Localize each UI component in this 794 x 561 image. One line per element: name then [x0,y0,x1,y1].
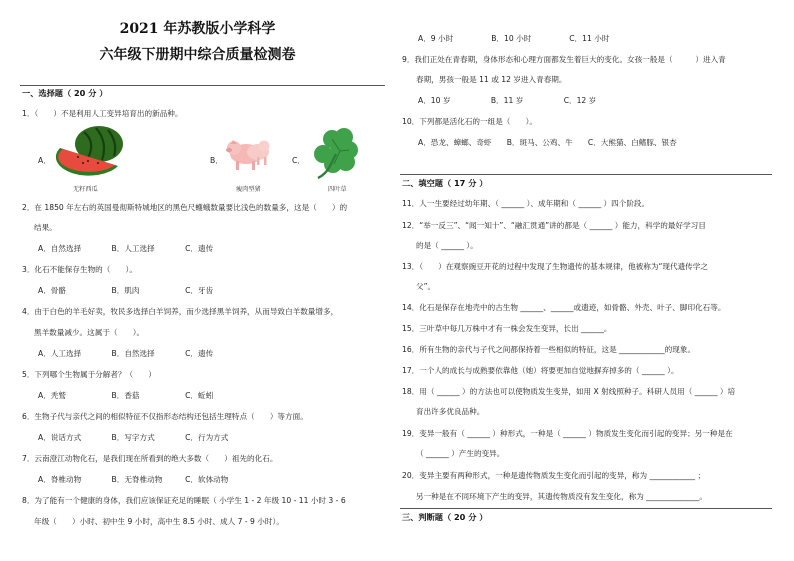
question-11: 11．人一生要经过幼年期、（ ______ ）、成年期和（ ______ ）四个阶段。 [402,199,650,208]
question-13-line1: 13．（ ）在观察豌豆开花的过程中发现了生物遗传的基本规律，他被称为“现代遗传学之 [402,262,708,271]
question-1: 1．（ ）不是利用人工变异培育出的新品种。 [22,109,183,118]
clover-icon [312,124,368,180]
q1-option-c-label: C． [292,156,305,165]
piglets-icon [224,126,272,178]
question-18-line2: 育出许多优良品种。 [416,407,485,416]
q1-caption-a: 无籽西瓜 [73,186,98,193]
question-19-line1: 19．变异一般有（ ______ ）种形式，一种是（ ______ ）物质发生变化而引起的变异；另一种是在 [402,429,733,438]
question-20-line2: 另一种是在不同环境下产生的变异，其遗传物质没有发生变化，称为 ______________。 [416,492,707,501]
question-16: 16．所有生物的亲代与子代之间都保持着一些相似的特征，这是 ____________的现象。 [402,345,696,354]
question-4-options: A．人工选择 B．自然选择 C．遗传 [38,349,214,358]
section-heading-judge: 三、判断题（ 20 分 ） [402,512,488,522]
section-divider [20,85,385,86]
question-5: 5．下列哪个生物属于分解者？（ ） [22,370,156,379]
section-heading-choice: 一、选择题（ 20 分 ） [22,88,108,98]
question-3: 3．化石不能保存生物的（ ）。 [22,265,137,274]
question-19-line2: （ ______ ）产生的变异。 [416,449,505,458]
question-2-options: A．自然选择 B．人工选择 C．遗传 [38,244,214,253]
question-4-line1: 4．由于白色的羊毛好卖，牧民多选择白羊饲养，而少选择黑羊饲养，从而导致白羊数量增多， [22,307,339,316]
question-7-options: A．脊椎动物 B．无脊椎动物 C．软体动物 [38,475,229,484]
question-12-line2: 的是（ ______ ）。 [416,241,478,250]
question-7: 7．云南澄江动物化石，是我们现在所看到的绝大多数（ ）祖先的化石。 [22,454,278,463]
q1-caption-c: 四叶草 [328,186,347,193]
question-2-line1: 2．在 1850 年左右的英国曼彻斯特城地区的黑色尺蠖蛾数量要比浅色的数量多，这是（ ）的 [22,203,348,212]
section-heading-fill: 二、填空题（ 17 分 ） [402,178,488,188]
question-10-options: A．恐龙、蟑螂、奇虾 B．斑马、公鸡、牛 C．大熊猫、白鳍豚、银杏 [418,138,677,147]
question-4-line2: 黑羊数量减少。这属于（ ）。 [34,328,145,337]
section-divider [400,508,772,509]
question-6: 6．生物子代与亲代之间的相似特征不仅指形态结构还包括生理特点（ ）等方面。 [22,412,308,421]
watermelon-icon [56,122,126,178]
question-20-line1: 20．变异主要有两种形式，一种是遗传物质发生变化而引起的变异，称为 ____________ ； [402,471,706,480]
q1-option-a-label: A． [38,156,51,165]
section-divider [400,174,772,175]
q1-option-b-label: B． [210,156,223,165]
question-9-options: A．10 岁 B．11 岁 C．12 岁 [418,96,597,105]
exam-title-line2: 六年级下册期中综合质量检测卷 [99,47,296,63]
question-15: 15．三叶草中每几万株中才有一株会发生变异，长出 ______。 [402,324,612,333]
question-17: 17．一个人的成长与成熟要依靠他（她）将要更加自觉地摒弃掉多的（ ______ ）。 [402,366,679,375]
question-3-options: A．骨骼 B．肌肉 C．牙齿 [38,286,214,295]
exam-title-line1: 2021 年苏教版小学科学 [119,21,276,37]
question-2-line2: 结果。 [34,223,57,232]
question-6-options: A．说话方式 B．写字方式 C．行为方式 [38,433,229,442]
question-8-options: A．9 小时 B．10 小时 C．11 小时 [418,34,610,43]
question-14: 14．化石是保存在地壳中的古生物 ______、______或遗迹，如骨骼、外壳、叶子、脚印化石等。 [402,303,726,312]
question-8-line2: 年级（ ）小时、初中生 9 小时，高中生 8.5 小时、成人 7 - 9 小时）。 [34,517,284,526]
question-5-options: A．秃鹫 B．香菇 C．蚯蚓 [38,391,214,400]
question-13-line2: 父”。 [416,282,436,291]
question-12-line1: 12．“举一反三”、“闻一知十”、“融汇贯通”讲的都是（ ______ ）能力，科学的最好学习目 [402,221,706,230]
question-8-line1: 8．为了能有一个健康的身体，我们应该保证充足的睡眠（ 小学生 1 - 2 年级 10 - 11 小时 3 - 6 [22,496,346,505]
question-10: 10．下列都是活化石的一组是（ ）。 [402,117,537,126]
question-18-line1: 18．用（ ______ ）的方法也可以使物质发生变异，如用 X 射线照种子。科研人员用（ ______ ）培 [402,387,736,396]
question-9-line1: 9．我们正处在青春期，身体形态和心理方面都发生着巨大的变化。女孩一般是（ ）进入青 [402,55,726,64]
question-9-line2: 春期，男孩一般是 11 或 12 岁进入青春期。 [416,75,567,84]
q1-caption-b: 瘦肉型猪 [236,186,261,193]
